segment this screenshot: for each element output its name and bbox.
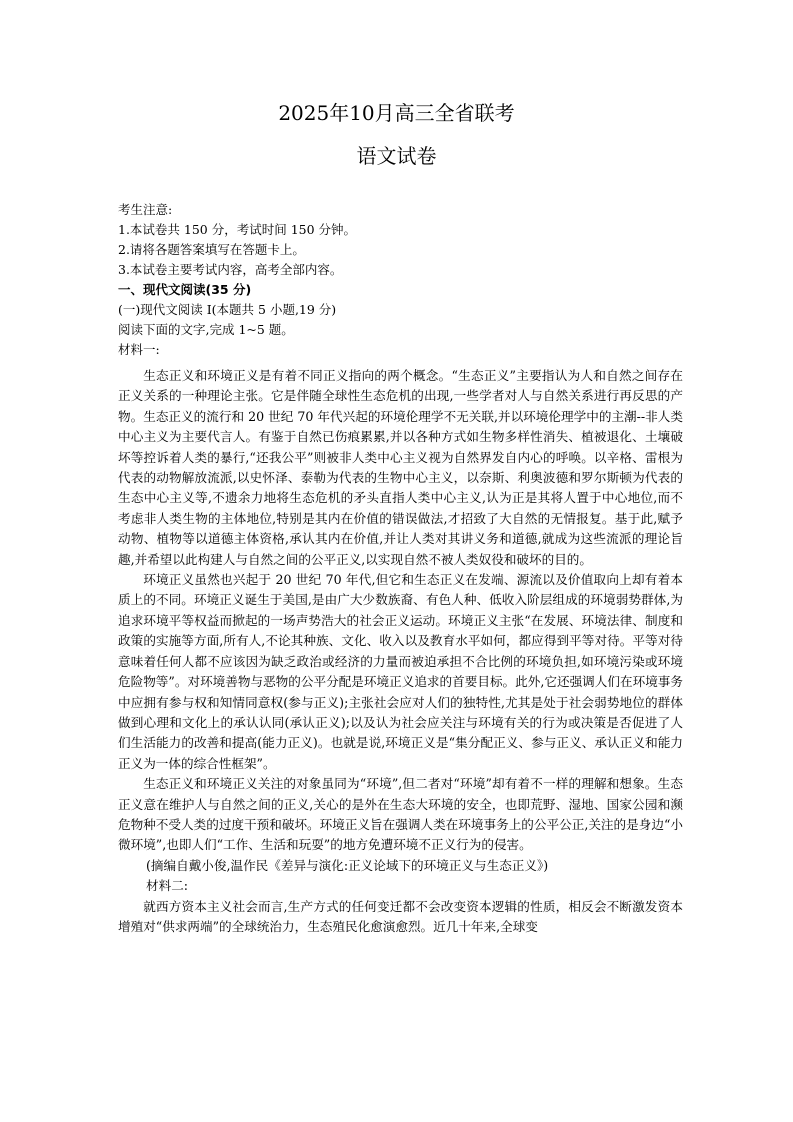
section-sub-heading: (一)现代文阅读 I(本题共 5 小题,19 分) xyxy=(118,302,337,317)
material1-label: 材料一: xyxy=(118,342,160,357)
notes-item: 1.本试卷共 150 分，考试时间 150 分钟。 xyxy=(118,222,357,237)
material2-label: 材料二: xyxy=(146,878,189,894)
section-heading: 一、现代文阅读(35 分) xyxy=(118,282,252,297)
notes-item: 3.本试卷主要考试内容，高考全部内容。 xyxy=(118,262,343,277)
material1-paragraph-1: 生态正义和环境正义是有着不同正义指向的两个概念。“生态正义”主要指认为人和自然之间存在正义关系的一种理论主张。它是伴随全球性生态危机的出现,一些学者对人与自然关系进行再反思的产物。生态正义的流行和 20 世纪 70 年代兴起的环境伦理学不无关联,并以环境伦理学中的主潮--非人类中心主义为主要代言人。有鉴于自然已伤痕累累,并以各种方式如生物多样性消失、植被退化、土壤破坏等控诉着人类的暴行,“还我公平”则被非人类中心主义视为自然界发自内心的呼唤。以辛格、雷根为代表的动物解放流派,以史怀泽、泰勒为代表的生物中心主义，以奈斯、利奥波德和罗尔斯顿为代表的生态中心主义等,不遗余力地将生态危机的矛头直指人类中心主义,认为正是其将人置于中心地位,而不考虑非人类生物的主体地位,特别是其内在价值的错误做法,才招致了大自然的无情报复。基于此,赋予动物、植物等以道德主体资格,承认其内在价值,并让人类对其讲义务和道德,就成为这些流派的理论旨趣,并希望以此构建人与自然之间的公平正义,以实现自然不被人类奴役和破坏的目的。 xyxy=(118,368,683,567)
reading-passage xyxy=(118,366,683,937)
section-instruction: 阅读下面的文字,完成 1~5 题。 xyxy=(118,322,294,337)
notes-item: 2.请将各题答案填写在答题卡上。 xyxy=(118,242,305,257)
exam-title: 2025年10月高三全省联考 xyxy=(278,101,515,125)
material1-citation: (摘编自戴小俊,温作民《差异与演化:正义论域下的环境正义与生态正义》) xyxy=(146,857,549,873)
exam-subtitle: 语文试卷 xyxy=(356,144,437,168)
notes-heading: 考生注意: xyxy=(118,202,173,217)
exam-notes xyxy=(118,200,683,360)
material2-paragraph-1: 就西方资本主义社会而言,生产方式的任何变迁都不会改变资本逻辑的性质，相反会不断激发资本增殖对“供求两端”的全球统治力，生态殖民化愈演愈烈。近几十年来,全球变 xyxy=(118,898,683,934)
material1-paragraph-2: 环境正义虽然也兴起于 20 世纪 70 年代,但它和生态正义在发端、源流以及价值取向上却有着本质上的不同。环境正义诞生于美国,是由广大少数族裔、有色人种、低收入阶层组成的环境弱势群体,为追求环境平等权益而掀起的一场声势浩大的社会正义运动。环境正义主张“在发展、环境法律、制度和政策的实施等方面,所有人,不论其种族、文化、收入以及教育水平如何，都应得到平等对待。平等对待意味着任何人都不应该因为缺乏政治或经济的力量而被迫承担不合比例的环境负担,如环境污染或环境危险物等”。对环境善物与恶物的公平分配是环境正义追求的首要目标。此外,它还强调人们在环境事务中应拥有参与权和知情同意权(参与正义);主张社会应对人们的独特性,尤其是处于社会弱势地位的群体做到心理和文化上的承认认同(承认正义);以及认为社会应关注与环境有关的行为或决策是否促进了人们生活能力的改善和提高(能力正义)。也就是说,环境正义是“集分配正义、参与正义、承认正义和能力正义为一体的综合性框架”。 xyxy=(118,572,683,771)
material1-paragraph-3: 生态正义和环境正义关注的对象虽同为“环境”,但二者对“环境”却有着不一样的理解和想象。生态正义意在维护人与自然之间的正义,关心的是外在生态大环境的安全，也即荒野、湿地、国家公园和濒危物种不受人类的过度干预和破坏。环境正义旨在强调人类在环境事务上的公平公正,关注的是身边“小微环境”,也即人们“工作、生活和玩耍”的地方免遭环境不正义行为的侵害。 xyxy=(118,776,683,853)
